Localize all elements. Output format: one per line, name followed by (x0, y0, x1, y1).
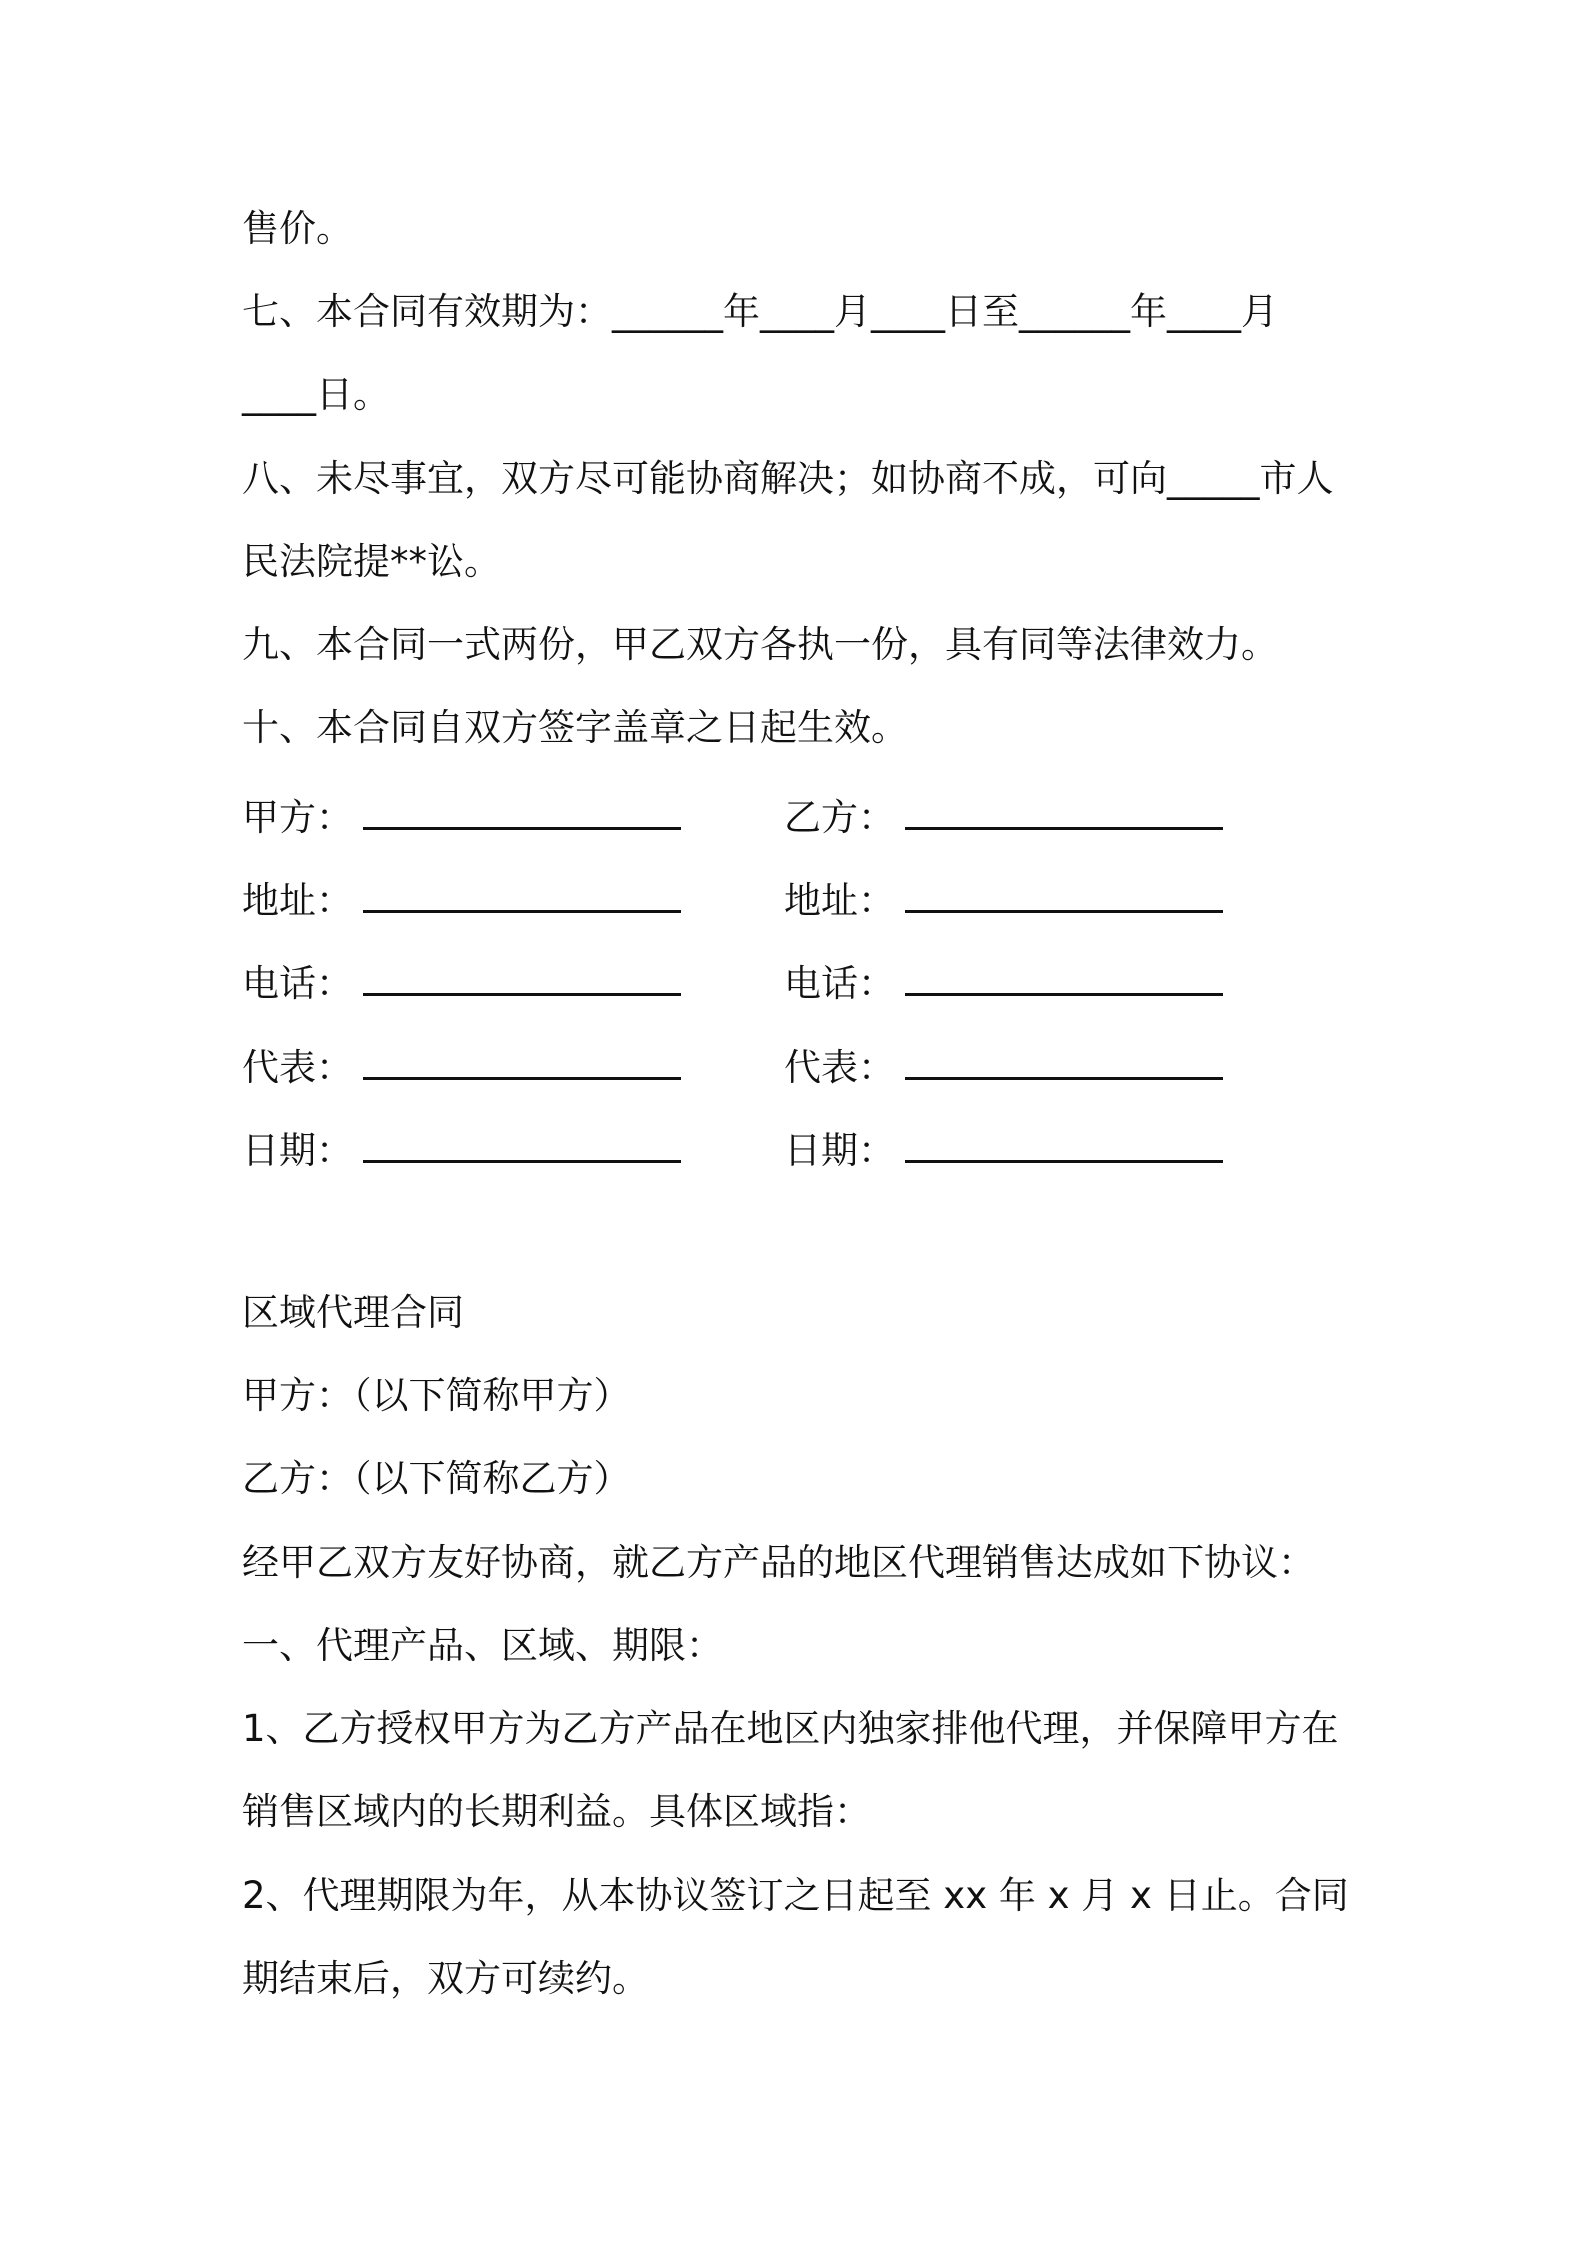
signature-address-a (242, 872, 681, 920)
clause-seven-validity-cont: ____日。 (242, 373, 390, 416)
second-contract-item-two-cont: 期结束后，双方可续约。 (242, 1957, 649, 2000)
signature-phone-a-blank (363, 955, 681, 996)
second-contract-item-one-cont: 销售区域内的长期利益。具体区域指： (242, 1790, 871, 1833)
signature-rep-a-blank (363, 1039, 681, 1080)
signature-rep-b-label: 代表： (784, 1046, 895, 1089)
clause-eight-dispute-cont: 民法院提**讼。 (242, 540, 501, 583)
signature-address-a-label: 地址： (242, 879, 353, 922)
clause-eight-dispute: 八、未尽事宜，双方尽可能协商解决；如协商不成，可向_____市人 (242, 457, 1334, 500)
signature-phone-a-label: 电话： (242, 962, 353, 1005)
signature-party-b-label: 乙方： (784, 796, 895, 839)
second-contract-item-one: 1、乙方授权甲方为乙方产品在地区内独家排他代理，并保障甲方在 (242, 1707, 1339, 1750)
second-contract-title: 区域代理合同 (242, 1291, 464, 1334)
signature-date-b (784, 1122, 1223, 1170)
clause-ten-effective: 十、本合同自双方签字盖章之日起生效。 (242, 706, 908, 749)
signature-phone-a (242, 955, 681, 1003)
signature-rep-a-label: 代表： (242, 1046, 353, 1089)
signature-date-b-blank (905, 1122, 1223, 1163)
signature-date-a-blank (363, 1122, 681, 1163)
signature-address-b (784, 872, 1223, 920)
signature-party-a-label: 甲方： (242, 796, 353, 839)
signature-phone-b (784, 955, 1223, 1003)
second-contract-section-one: 一、代理产品、区域、期限： (242, 1624, 723, 1667)
signature-party-a (242, 789, 681, 837)
clause-seven-validity: 七、本合同有效期为：______年____月____日至______年____月 (242, 290, 1278, 333)
signature-rep-b-blank (905, 1039, 1223, 1080)
second-contract-party-a: 甲方：（以下简称甲方） (242, 1374, 631, 1417)
clause-nine-copies: 九、本合同一式两份，甲乙双方各执一份，具有同等法律效力。 (242, 623, 1278, 666)
signature-address-b-blank (905, 872, 1223, 913)
signature-address-a-blank (363, 872, 681, 913)
signature-party-b-blank (905, 789, 1223, 830)
signature-phone-b-label: 电话： (784, 962, 895, 1005)
second-contract-item-two: 2、代理期限为年，从本协议签订之日起至 xx 年 x 月 x 日止。合同 (242, 1874, 1349, 1917)
signature-date-b-label: 日期： (784, 1129, 895, 1172)
signature-date-a (242, 1122, 681, 1170)
signature-party-b (784, 789, 1223, 837)
signature-rep-a (242, 1039, 681, 1087)
signature-date-a-label: 日期： (242, 1129, 353, 1172)
signature-rep-b (784, 1039, 1223, 1087)
signature-address-b-label: 地址： (784, 879, 895, 922)
signature-phone-b-blank (905, 955, 1223, 996)
paragraph-price-end: 售价。 (242, 207, 353, 250)
signature-party-a-blank (363, 789, 681, 830)
second-contract-preamble: 经甲乙双方友好协商，就乙方产品的地区代理销售达成如下协议： (242, 1541, 1315, 1584)
second-contract-party-b: 乙方：（以下简称乙方） (242, 1457, 631, 1500)
